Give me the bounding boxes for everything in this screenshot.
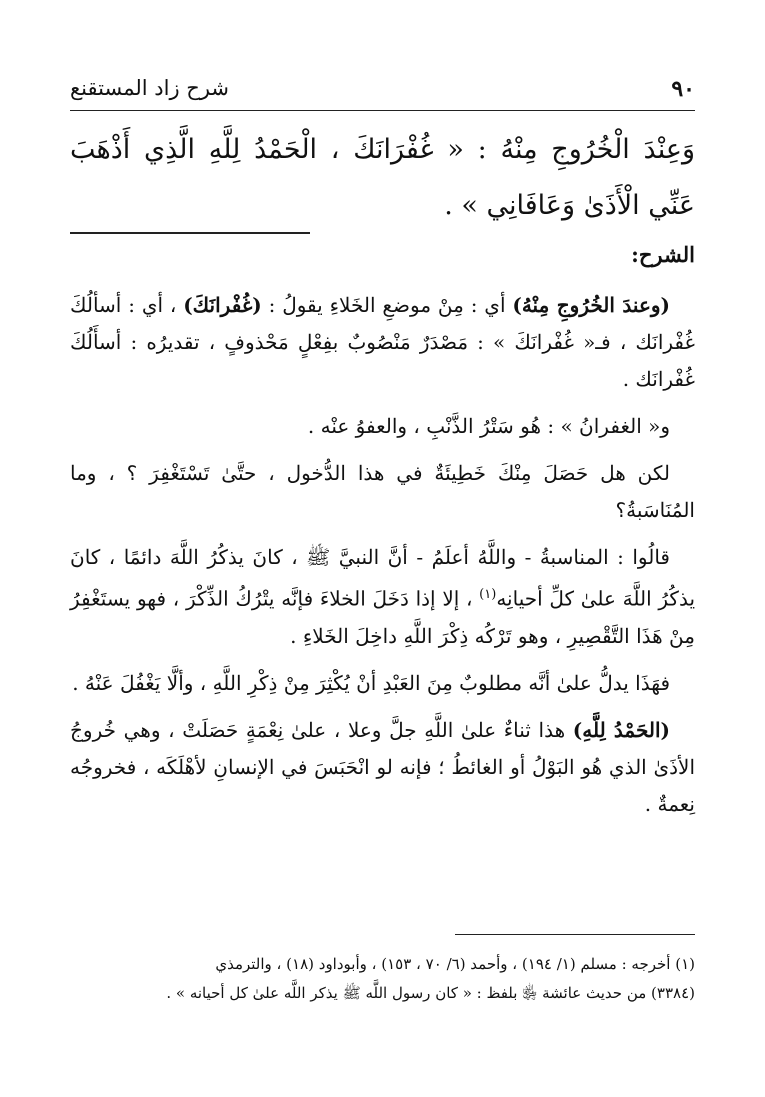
sharh-paragraph-6 [70,712,695,823]
matn-text: وَعِنْدَ الْخُرُوجِ مِنْهُ : « غُفْرَانَكَ ، الْحَمْدُ لِلَّهِ الَّذِي أَذْهَبَ عَنِّي الْأَذَىٰ وَعَافَانِي » . [70,134,695,221]
sharh-paragraph-5: فهَذَا يدلُّ علىٰ أنَّه مطلوبٌ مِنَ العَبْدِ أنْ يُكْثِرَ مِنْ ذِكْرِ اللَّهِ ، وألَّا يَغْفُلَ عَنْهُ . [72,670,670,695]
paragraph-text: هذا ثناءٌ علىٰ اللَّهِ جلَّ وعلا ، علىٰ نِعْمَةٍ حَصَلَتْ ، وهي خُروجُ الأذَىٰ الذي هُو البَوْلُ أو الغائطُ ؛ فإنه لو انْحَبَسَ في الإنسانِ لأهْلَكَه ، فخروجُه نِعمةٌ . [70,717,695,816]
footnote-line: (١) أخرجه : مسلم (١/ ١٩٤) ، وأحمد (٦/ ٧٠ ، ١٥٣) ، وأبوداود (١٨) ، والترمذي [215,955,695,973]
header-divider [70,110,695,111]
footnote-line: (٣٣٨٤) من حديث عائشة ﵂ بلفظ : « كان رسول اللَّه ﷺ يذكر اللَّه علىٰ كل أحيانه » . [166,984,695,1002]
sharh-heading: الشرح: [631,242,695,267]
page-number: ٩٠ [671,76,695,102]
paragraph-text: أي : مِنْ موضعِ الخَلاءِ يقولُ : [261,293,513,317]
sharh-section [70,236,695,833]
sharh-paragraph-4 [70,539,695,655]
footnote-ref[interactable]: (١) [479,587,497,602]
quoted-phrase: (وعندَ الخُرُوجِ مِنْهُ) [512,293,670,317]
paragraph-text: ، إلا إذا دَخَلَ الخلاءَ فإنَّه يتْرُكُ الذِّكْرَ ، فهو يستَغْفِرُ مِنْ هَذَا التَّقْصِيرِ ، وهو تَرْكُه ذِكْرَ اللَّهِ داخِلَ الخَلاءِ . [70,586,695,648]
matn-divider [70,232,310,234]
footnote-divider [455,934,695,935]
sharh-paragraph-3: لكن هل حَصَلَ مِنْكَ خَطِيئَةٌ في هذا الدُّخول ، حتَّىٰ تَسْتَغْفِرَ ؟ ، وما المُنَاسَبةُ؟ [70,461,695,522]
page-header [70,72,695,112]
quoted-phrase: (الحَمْدُ لِلَّهِ) [572,717,670,742]
paragraph-text: ، أي : أسألُكَ غُفْرانَك ، فـ« غُفْرانَكَ » : مَصْدَرٌ مَنْصُوبٌ بفِعْلٍ مَحْذوفٍ ، تقديرُه : أسأَلُكَ غُفْرانَك . [70,293,695,391]
sharh-paragraph-2: و« الغفرانُ » : هُو سَتْرُ الذَّنْبِ ، والعفوُ عنْه . [307,414,670,438]
sharh-paragraph-1 [70,287,695,398]
paragraph-text: قالُوا : المناسبةُ - واللَّهُ أعلَمُ - أنَّ النبيَّ ﷺ ، كانَ يذكُرُ اللَّهَ دائمًا ، كانَ يذكُرُ اللَّهَ علىٰ كلِّ أحيانِه [70,545,696,611]
footnotes [70,950,695,1008]
quoted-phrase: (غُفْرانَكَ) [183,293,262,317]
running-title: شرح زاد المستقنع [70,76,229,100]
